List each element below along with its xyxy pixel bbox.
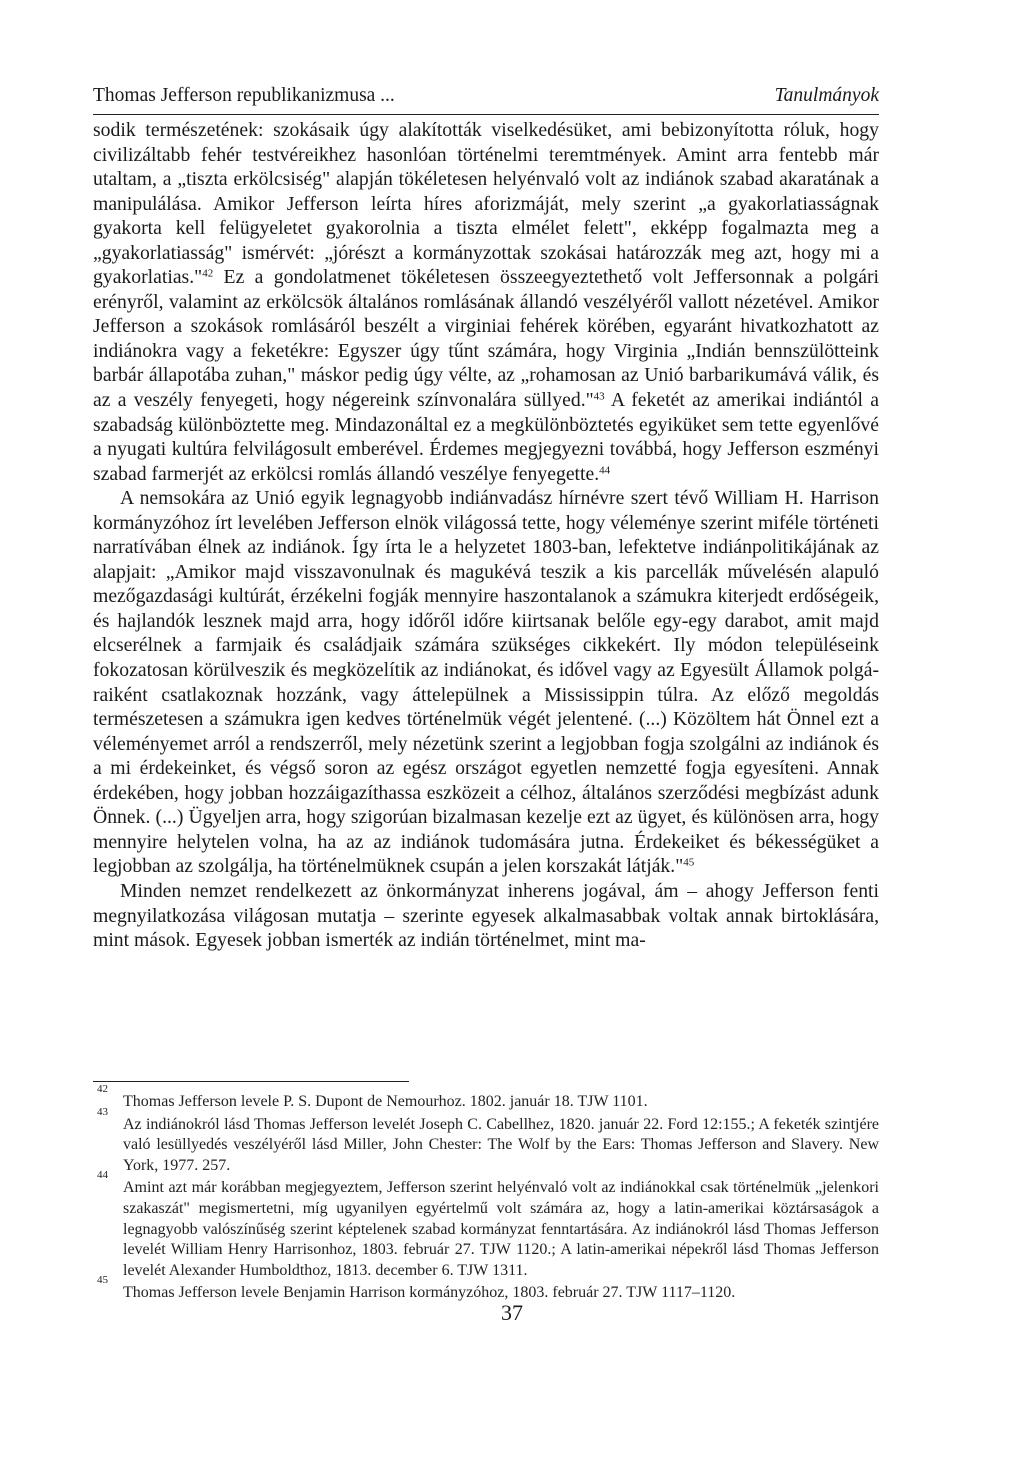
paragraph-text: A feketét az amerikai indiántól a szabadság különböztette meg. Mindazonáltal ez a megkülönböztetés egyiküket sem tette egyenlővé a nyugati kultúra felvilágosult emberével. Érdemes megjegyezni továbbá, hogy Jefferson eszményi szabad farmerjét az erkölcsi romlás állandó veszélye fenyegette.: [93, 389, 879, 485]
footnote: 43 Az indiánokról lásd Thomas Jefferson levelét Joseph C. Cabellhez, 1820. január 22. Ford 12:155.; A feketék szintjére való lesüllyedés veszélyéről lásd Miller, John Chester: The Wolf by the Ears: Thomas Jefferson and Slavery. New York, 1977. 257.: [97, 1105, 879, 1174]
footnote: 45 Thomas Jefferson levele Benjamin Harrison kormányzóhoz, 1803. február 27. TJW 1117–1120.: [97, 1274, 736, 1302]
paragraph: [93, 118, 879, 486]
footnote: 44 Amint azt már korábban megjegyeztem, Jefferson szerint helyénvaló volt az indiánokkal csak történelmük „jelenkori szakaszát" megismertetni, míg ugyanilyen egyértelmű volt számára az, hogy a latin-amerikai köztársaságok a legnagyobb valószínűség szerint képtelenek szabad kormányzat fenntartására. Az indiánokról lásd Thomas Jefferson levelét William Henry Harrisonhoz, 1803. február 27. TJW 1120.; A latin-amerikai népekről lásd Thomas Jefferson levelét Alexander Humboldthoz, 1813. december 6. TJW 1311.: [97, 1169, 879, 1279]
footnote-text: Amint azt már korábban megjegyeztem, Jefferson szerint helyénvaló volt az indiánokkal csak történelmük „jelenkori szakaszát" megismertetni, míg ugyanilyen egyértelmű volt számára az, hogy a latin-amerikai köztársaságok a legnagyobb valószínűség szerint képtelenek szabad kormányzat fenntartására. Az indiánokról lásd Thomas Jefferson levelét William Henry Harrisonhoz, 1803. február 27. TJW 1120.; A latin-amerikai népekről lásd Thomas Jefferson levelét Alexander Humboldthoz, 1813. december 6. TJW 1311.: [123, 1179, 879, 1279]
footnote-text: Thomas Jefferson levele Benjamin Harrison kormányzóhoz, 1803. február 27. TJW 1117–1120.: [123, 1284, 736, 1302]
footnotes: [93, 1083, 879, 1306]
footnote-text: Thomas Jefferson levele P. S. Dupont de Nemourhoz. 1802. január 18. TJW 1101.: [123, 1093, 648, 1110]
paragraph: [93, 879, 879, 953]
page-number: 37: [501, 1300, 523, 1325]
paragraph-text: sodik természetének: szokásaik úgy alakították viselkedésüket, ami bebizonyította róluk, hogy civilizáltabb fehér testvéreikhez hasonlóan történelmi teremtmények. Amint arra fentebb már utaltam, a „tiszta erkölcsiség" alapján tökéletesen helyénvaló volt az indiánok szabad akaratának a manipulálása. Amikor Jefferson leírta híres aforizmáját, mely szerint „a gyakorlatiasságnak gyakorta kell felügyeletet gyakorolnia a tiszta elmélet felett", ekképp fogalmazta meg a „gyakorlatiasság" ismérvét: „jórészt a kormányzottak szokásai határozzák meg azt, hogy mi a gyakorlatias.": [93, 119, 879, 289]
footnote-divider: [93, 1081, 409, 1082]
body-text: [93, 118, 879, 953]
page-header: [93, 82, 879, 115]
paragraph-text: A nemsokára az Unió egyik legnagyobb indiánvadász hírnévre szert tévő William H. Harrison kormányzóhoz írt levelében Jefferson elnök világossá tette, hogy véleménye szerint miféle történeti narratívában élnek az indiánok. Így írta le a helyzetet 1803-ban, lefektetve indiánpolitikájának az alapjait: „Amikor majd visszavonulnak és magukévá teszik a kis parcellák művelésén alapuló mezőgazdasági kultúrát, érzékelni fogják mennyire haszontalanok a számukra kiterjedt erdőségeik, és hajlandók lesznek majd arra, hogy időről időre kiirtsanak belőle egy-egy darabot, amit majd elcserélnek a farmjaik és családjaik számára szükséges cikkekért. Ily módon településeink fokozatosan körülveszik és megközelítik az indiánokat, és idővel vagy az Egyesült Államok polgáraiként csatlakoznak hozzánk, vagy áttelepülnek a Mississippin túlra. Az előző megoldás természetesen a számukra igen kedves történelmük végét jelentené. (...) Közöltem hát Önnel ezt a véleményemet arról a rendszerről, mely nézetünk szerint a legjobban fogja szolgálni az indiánok és a mi érdekeinket, és végső soron az egész országot egyetlen nemzetté fogja egyesíteni. Annak érdekében, hogy jobban hozzáigazíthassa eszközeit a célhoz, általános szerződési megbízást adunk Önnek. (...) Ügyeljen arra, hogy szigorúan bizalmasan kezelje ezt az ügyet, és különösen arra, hogy mennyire helytelen volna, ha az az indiánok tudomására jutna. Érdekeiket és békességüket a legjobban az szolgálja, ha történelmüknek csupán a jelen korszakát látják.": [93, 487, 879, 878]
running-title: Thomas Jefferson republikanizmusa ...: [93, 85, 395, 106]
footnote-ref: 45: [683, 856, 695, 869]
paragraph: [93, 486, 879, 879]
footnote-text: Az indiánokról lásd Thomas Jefferson levelét Joseph C. Cabellhez, 1820. január 22. Ford 12:155.; A feketék szintjére való lesüllyedés veszélyéről lásd Miller, John Chester: The Wolf by the Ears: Thomas Jefferson and Slavery. New York, 1977. 257.: [123, 1115, 879, 1174]
paragraph-text: Ez a gondolatmenet tökéletesen összeegyeztethető volt Jeffersonnak a polgári erényről, valamint az erkölcsök általános romlásának állandó veszélyéről vallott nézetével. Amikor Jefferson a szokások romlásáról beszélt a virginiai fehérek körében, egyaránt hivatkozhatott az indiánokra vagy a feketékre: Egyszer úgy tűnt számára, hogy Virginia „Indián bennszülötteink barbár állapotába zuhan," máskor pedig úgy vélte, az „rohamosan az Unió barbarikumává válik, és az a veszély fenyegeti, hogy négereink színvonalára süllyed.": [93, 266, 879, 412]
footnote-ref: 42: [202, 267, 214, 280]
paragraph-text: Minden nemzet rendelkezett az önkormányzat inherens jogával, ám – ahogy Jefferson fenti megnyilatkozása világosan mutatja – szerinte egyesek alkalmasabbak voltak annak birtoklására, mint mások. Egyesek jobban ismerték az indián történelmet, mint ma-: [93, 879, 879, 952]
section-label: Tanulmányok: [774, 85, 879, 106]
footnote-ref: 44: [599, 464, 611, 477]
footnote-ref: 43: [593, 390, 605, 403]
footnote: 42 Thomas Jefferson levele P. S. Dupont de Nemourhoz. 1802. január 18. TJW 1101.: [97, 1083, 648, 1110]
